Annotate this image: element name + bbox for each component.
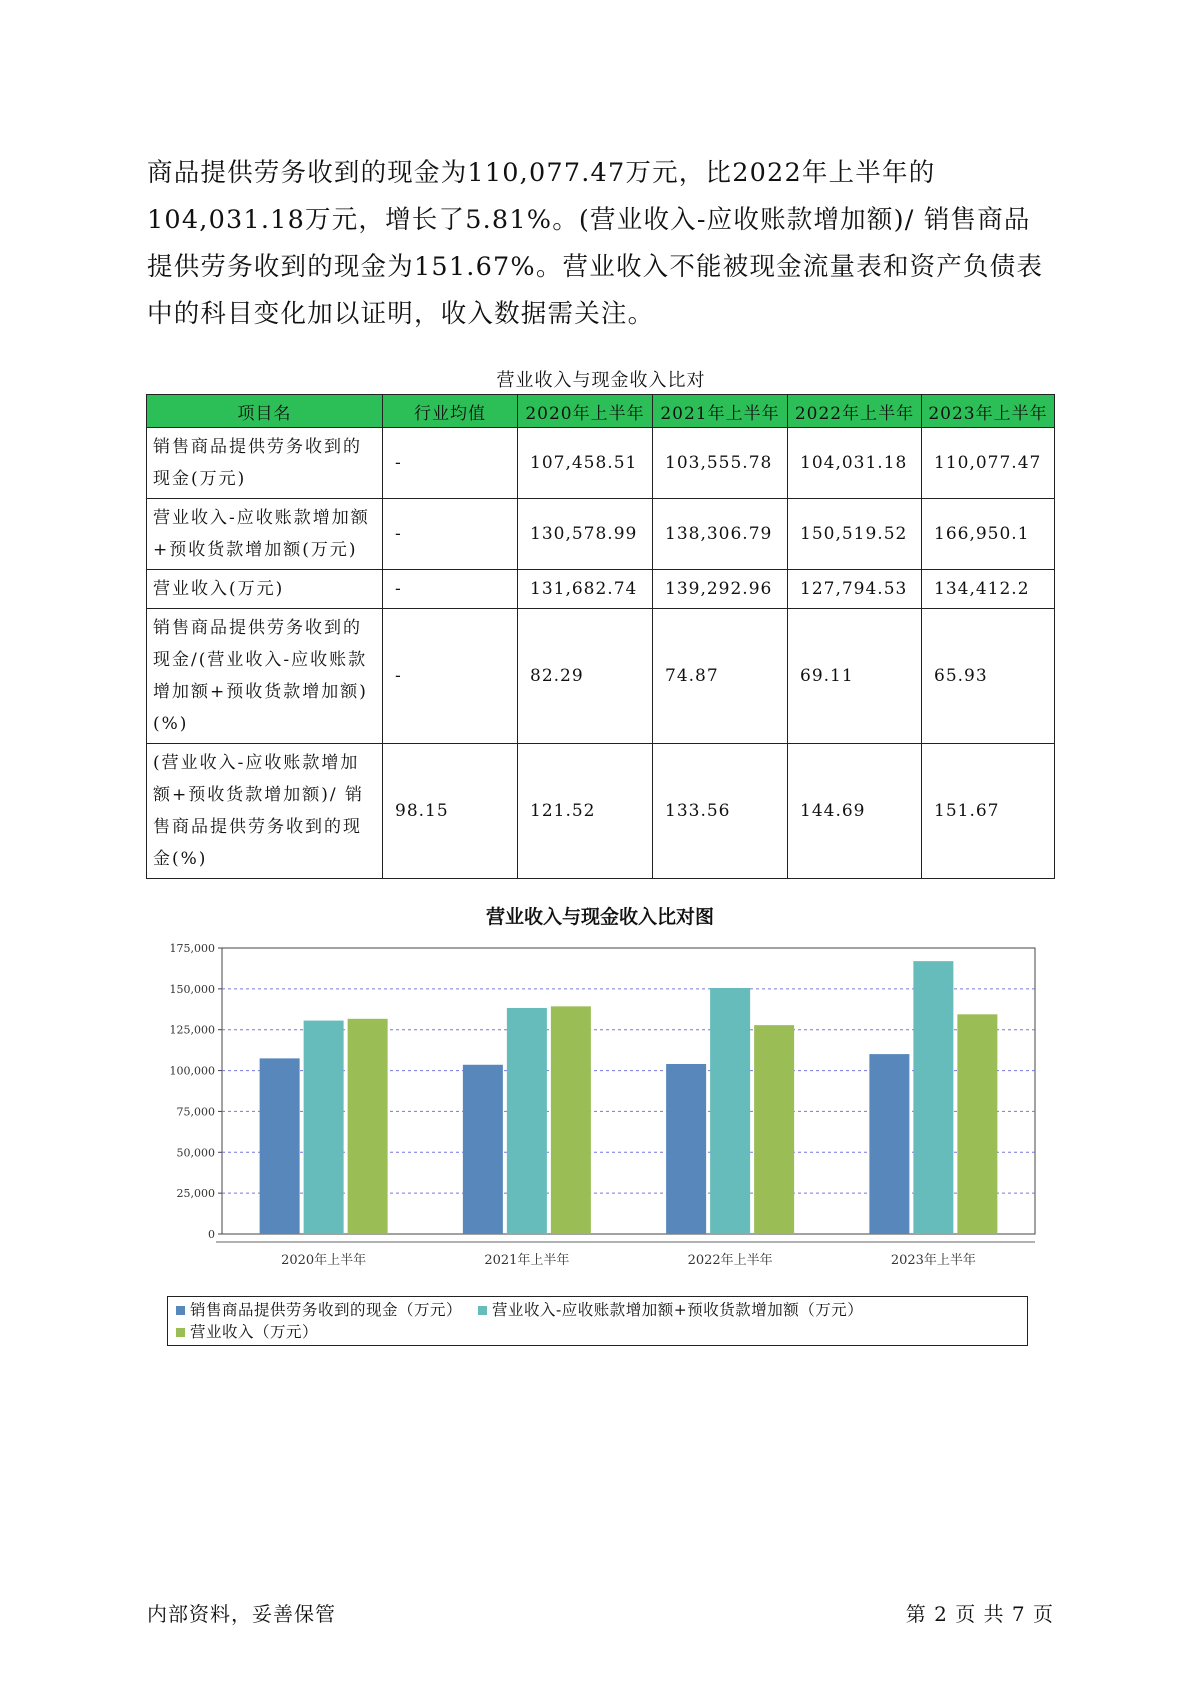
bar — [710, 988, 750, 1234]
chart-title: 营业收入与现金收入比对图 — [485, 906, 714, 928]
row-label: 销售商品提供劳务收到的现金/(营业收入-应收账款增加额+预收货款增加额)(%) — [147, 609, 383, 744]
table-cell: 104,031.18 — [788, 428, 922, 499]
y-tick-label: 125,000 — [169, 1023, 215, 1037]
bar — [348, 1019, 388, 1234]
bar-chart — [160, 930, 1040, 1280]
header-2022h1: 2022年上半年 — [788, 395, 922, 428]
table-row — [147, 570, 1055, 609]
chart-legend — [167, 1296, 1028, 1346]
bar — [913, 961, 953, 1234]
row-label: (营业收入-应收账款增加额+预收货款增加额)/ 销售商品提供劳务收到的现金(%) — [147, 744, 383, 879]
legend-swatch — [478, 1306, 487, 1315]
table-cell: 151.67 — [922, 744, 1055, 879]
y-tick-label: 50,000 — [176, 1146, 215, 1160]
table-cell: 121.52 — [518, 744, 653, 879]
table-cell: 130,578.99 — [518, 499, 653, 570]
y-tick-label: 0 — [208, 1228, 215, 1241]
x-tick-label: 2020年上半年 — [281, 1253, 367, 1268]
bar — [507, 1008, 547, 1234]
header-2020h1: 2020年上半年 — [518, 395, 653, 428]
table-cell: 98.15 — [383, 744, 518, 879]
header-2021h1: 2021年上半年 — [653, 395, 788, 428]
table-cell: 69.11 — [788, 609, 922, 744]
legend-label: 销售商品提供劳务收到的现金（万元） — [190, 1301, 463, 1319]
footer-page-number: 第 2 页 共 7 页 — [905, 1602, 1054, 1626]
table-cell: 107,458.51 — [518, 428, 653, 499]
table-cell: - — [383, 428, 518, 499]
table-cell: 110,077.47 — [922, 428, 1055, 499]
y-tick-label: 25,000 — [176, 1187, 215, 1201]
y-tick-label: 75,000 — [176, 1105, 215, 1119]
footer-confidential: 内部资料，妥善保管 — [147, 1602, 336, 1626]
legend-item — [478, 1299, 863, 1321]
table-cell: 144.69 — [788, 744, 922, 879]
table-header-row — [147, 395, 1055, 428]
x-tick-label: 2023年上半年 — [890, 1253, 976, 1268]
table-cell: 139,292.96 — [653, 570, 788, 609]
bar — [869, 1054, 909, 1234]
bar — [551, 1006, 591, 1234]
table-cell: - — [383, 499, 518, 570]
legend-item — [176, 1321, 318, 1343]
legend-item — [176, 1299, 462, 1321]
table-cell: 103,555.78 — [653, 428, 788, 499]
bar — [463, 1065, 503, 1234]
bar — [957, 1014, 997, 1234]
table-row — [147, 744, 1055, 879]
table-row — [147, 499, 1055, 570]
table-row — [147, 609, 1055, 744]
table-cell: 138,306.79 — [653, 499, 788, 570]
bar — [666, 1064, 706, 1234]
y-tick-label: 175,000 — [169, 942, 215, 955]
table-cell: - — [383, 609, 518, 744]
header-industry-avg: 行业均值 — [383, 395, 518, 428]
table-cell: 74.87 — [653, 609, 788, 744]
table-cell: 82.29 — [518, 609, 653, 744]
table-cell: - — [383, 570, 518, 609]
table-caption: 营业收入与现金收入比对 — [496, 370, 706, 391]
table-cell: 65.93 — [922, 609, 1055, 744]
row-label: 销售商品提供劳务收到的现金(万元) — [147, 428, 383, 499]
legend-label: 营业收入-应收账款增加额+预收货款增加额（万元） — [492, 1301, 864, 1319]
bar — [304, 1021, 344, 1234]
table-row — [147, 428, 1055, 499]
table-cell: 131,682.74 — [518, 570, 653, 609]
table-cell: 133.56 — [653, 744, 788, 879]
y-tick-label: 150,000 — [169, 982, 215, 996]
plot-area — [222, 948, 1035, 1234]
row-label: 营业收入(万元) — [147, 570, 383, 609]
y-tick-label: 100,000 — [169, 1064, 215, 1078]
table-cell: 134,412.2 — [922, 570, 1055, 609]
legend-label: 营业收入（万元） — [190, 1323, 319, 1341]
row-label: 营业收入-应收账款增加额+预收货款增加额(万元) — [147, 499, 383, 570]
x-tick-label: 2021年上半年 — [484, 1253, 570, 1268]
comparison-table — [146, 394, 1055, 879]
table-cell: 150,519.52 — [788, 499, 922, 570]
table-cell: 166,950.1 — [922, 499, 1055, 570]
legend-swatch — [176, 1328, 185, 1337]
legend-swatch — [176, 1306, 185, 1315]
header-item-name: 项目名 — [147, 395, 383, 428]
table-cell: 127,794.53 — [788, 570, 922, 609]
x-tick-label: 2022年上半年 — [687, 1253, 773, 1268]
body-paragraph: 商品提供劳务收到的现金为110,077.47万元，比2022年上半年的104,031.18万元，增长了5.81%。(营业收入-应收账款增加额)/ 销售商品提供劳务收到的现金为151.67%。营业收入不能被现金流量表和资产负债表中的科目变化加以证明，收入数据需关注。 — [147, 158, 1044, 329]
bar — [260, 1058, 300, 1234]
bar — [754, 1025, 794, 1234]
header-2023h1: 2023年上半年 — [922, 395, 1055, 428]
